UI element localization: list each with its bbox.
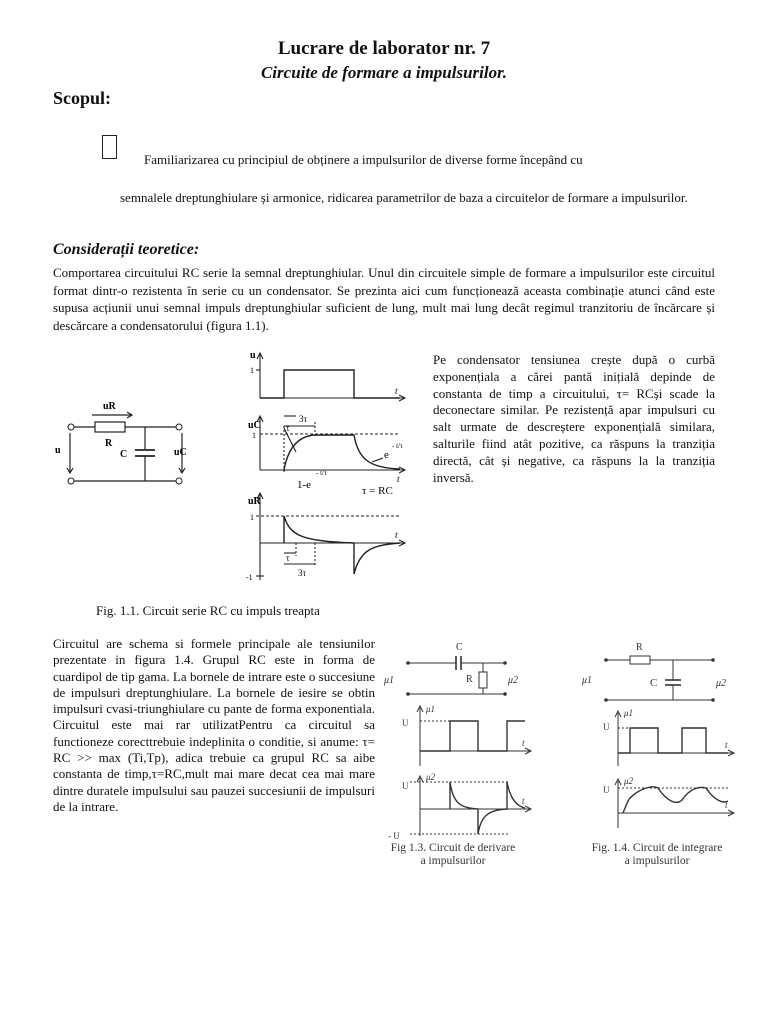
fig4-graph-mu1: μ1 — [624, 708, 634, 718]
fig4-caption — [582, 842, 732, 868]
fig3-label-U-bottom: U — [402, 781, 409, 791]
fig4-label-U-top: U — [603, 722, 610, 732]
label-exp-rise: 1-e — [297, 479, 312, 491]
label-tau-rc: τ = RC — [362, 485, 393, 497]
fig3-caption — [388, 842, 518, 868]
graph-uR-t: t — [395, 530, 398, 540]
label-3tau-bottom: 3τ — [298, 568, 307, 578]
graph-u-one: 1 — [250, 366, 254, 375]
fig3-graph-mu1: μ1 — [426, 704, 436, 714]
scope-line-2: semnalele dreptunghiulare și armonice, ridicarea parametrilor de baza a circuitelor de formare a impulsurilor. — [120, 190, 688, 205]
graph-u-t: t — [395, 386, 398, 396]
label-3tau-top: 3τ — [299, 414, 308, 424]
fig4-label-mu2: μ2 — [716, 678, 727, 689]
fig4-graph-mu2: μ2 — [624, 776, 634, 786]
graph-uR-minus-one: -1 — [246, 573, 253, 582]
theory-paragraph-2: Pe condensator tensiunea crește după o curbă exponențiala a cărei pantă inițială depinde de constanta de timp a circuitului, τ= RCși scade la deconectare similar. Pe rezistență apar impulsuri cu salt urmate de descreștere exponențială similara, salturile fiind atât pozitive, ca răspuns la tranziția directă, cât și negative, ca răspuns la la tranziția inversă. — [433, 352, 715, 485]
scope-line-1: Familiarizarea cu principiul de obținere a impulsurilor de diverse forme începând cu — [144, 152, 583, 167]
fig4-caption-line-1: Fig. 1.4. Circuit de integrare — [591, 842, 723, 854]
label-R: R — [105, 438, 113, 449]
label-C: C — [120, 449, 128, 460]
page-title: Lucrare de laborator nr. 7 — [277, 38, 491, 59]
graph-uR-one: 1 — [250, 513, 254, 522]
fig4-label-C: C — [650, 677, 658, 689]
fig4-label-mu1: μ1 — [582, 675, 593, 686]
fig3-label-minus-U: - U — [388, 831, 400, 841]
fig3-graph-t1: t — [522, 738, 525, 748]
fig3-graph-t2: t — [522, 796, 525, 806]
empty-box-icon — [102, 135, 117, 159]
label-exp-rise-sup: - t/τ — [316, 469, 327, 477]
fig3-caption-line-1: Fig 1.3. Circuit de derivare — [390, 842, 516, 854]
theory-paragraph-3: Circuitul are schema si formele principale ale tensiunilor prezentate in figura 1.4. Grupul RC este in forma de cuardipol de tip gama. La bornele de intrare este o succesiune de impulsuri dreptunghiulare. La bornele de iesire se obtin impulsuri cvasi-triunghiulare cu pante de forma exponentiala. Circuitul este mai rar utilizatPentru ca circuitul sa functioneze corecttrebuie indeplinita o conditie, si anume: τ= RC >> max (Ti,Tp), adica trebuie ca grupul RC sa aibe constanta de timp,τ=RC,mult mai mare decat cea mai mare dintre duratele impulsului sau pauzei succesiunii de impulsuri de la intrare. — [53, 636, 375, 814]
fig3-label-mu2: μ2 — [508, 675, 519, 686]
graph-u-label: u — [250, 350, 256, 361]
fig4-graph-t2: t — [725, 800, 728, 810]
label-uC: uC — [174, 447, 187, 458]
label-u: u — [55, 445, 61, 456]
fig3-label-mu1: μ1 — [384, 675, 395, 686]
label-tau-bottom: τ — [286, 553, 290, 563]
graph-uR-label: uR — [248, 496, 261, 507]
scope-heading: Scopul: — [53, 88, 112, 108]
rc-circuit-schematic — [50, 385, 200, 495]
label-exp-decay: e — [384, 449, 389, 461]
theory-paragraph-1: Comportarea circuitului RC serie la semnal dreptunghiular. Unul din circuitele simple de formare a impulsurilor este circuitul format dintr-o rezistenta în serie cu un condensator. Se prezinta aici cum funcționează aceasta combinație atunci când este supusa acțiunii unui semnal impuls dreptunghiular suficient de lung, mult mai lung decât regimul tranzitoriu de încărcare și descărcare a condensatorului (figura 1.1). — [53, 265, 715, 333]
fig4-label-U-bottom: U — [603, 785, 610, 795]
graph-uC-label: uC — [248, 420, 261, 431]
fig3-graph-mu2: μ2 — [426, 772, 436, 782]
fig3-label-C: C — [456, 642, 463, 653]
graph-uC-t: t — [397, 474, 400, 484]
fig4-label-R: R — [636, 642, 643, 653]
fig1-caption: Fig. 1.1. Circuit serie RC cu impuls treapta — [96, 603, 320, 618]
fig3-label-R: R — [466, 674, 473, 685]
fig4-graph-t1: t — [725, 740, 728, 750]
graph-uC-one: 1 — [252, 431, 256, 440]
label-uR: uR — [103, 401, 116, 412]
fig3-caption-line-2: a impulsurilor — [420, 855, 486, 867]
label-tau-top: τ — [286, 423, 290, 433]
derivator-circuit-figure — [380, 638, 540, 843]
theory-heading: Considerații teoretice: — [53, 241, 200, 258]
fig3-label-U-top: U — [402, 718, 409, 728]
fig4-caption-line-2: a impulsurilor — [624, 855, 690, 867]
rc-waveforms — [240, 348, 415, 588]
page-subtitle: Circuite de formare a impulsurilor. — [260, 63, 508, 82]
label-exp-decay-sup: - t/τ — [392, 442, 403, 450]
integrator-circuit-figure — [578, 638, 743, 843]
